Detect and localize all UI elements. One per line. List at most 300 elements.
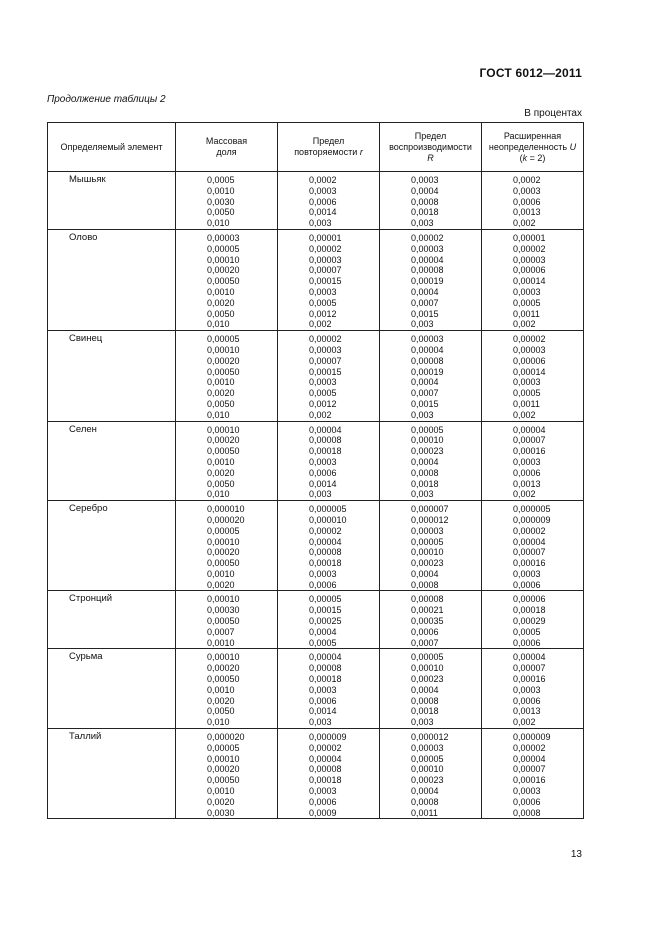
value: 0,00003	[411, 334, 444, 345]
value: 0,0020	[207, 467, 235, 478]
value: 0,000005	[309, 504, 347, 515]
value: 0,0002	[309, 175, 337, 185]
value: 0,0003	[513, 786, 541, 797]
value: 0,00005	[411, 753, 444, 764]
value: 0,00020	[207, 355, 240, 366]
value: 0,0003	[309, 185, 337, 196]
mass-fraction-cell	[176, 331, 278, 421]
value: 0,0006	[513, 796, 541, 807]
value: 0,00002	[513, 243, 546, 254]
value: 0,0010	[207, 684, 235, 695]
value: 0,00050	[207, 674, 240, 685]
value: 0,0003	[513, 286, 541, 297]
value: 0,00003	[513, 254, 546, 265]
element-name-cell	[48, 331, 176, 421]
value: 0,0015	[411, 308, 439, 319]
value: 0,0018	[411, 478, 439, 489]
element-name: Олово	[69, 231, 98, 243]
value: 0,00010	[411, 663, 444, 674]
column-header-line: (k = 2)	[519, 152, 546, 163]
value: 0,00004	[513, 652, 546, 663]
value: 0,0010	[207, 377, 235, 388]
value: 0,002	[513, 409, 536, 420]
value: 0,0006	[513, 579, 541, 590]
value: 0,000009	[513, 732, 551, 743]
table-row	[48, 591, 584, 649]
value: 0,00004	[309, 424, 342, 435]
value: 0,00003	[309, 254, 342, 265]
header-reproducibility	[380, 123, 482, 172]
element-name: Серебро	[69, 503, 108, 515]
value: 0,00020	[207, 265, 240, 276]
value: 0,0004	[309, 626, 337, 637]
value: 0,00035	[411, 616, 444, 627]
table-row	[48, 729, 584, 819]
value: 0,0004	[411, 456, 439, 467]
column-header-line: Предел	[312, 136, 345, 146]
value: 0,0010	[207, 185, 235, 196]
value: 0,00002	[309, 525, 342, 536]
value: 0,00010	[411, 547, 444, 558]
units-label: В процентах	[524, 108, 582, 119]
value: 0,0014	[309, 706, 337, 717]
value: 0,00020	[207, 435, 240, 446]
value: 0,0005	[513, 388, 541, 399]
value: 0,0003	[309, 684, 337, 695]
value: 0,00023	[411, 558, 444, 569]
value: 0,00004	[513, 753, 546, 764]
value: 0,00008	[411, 355, 444, 366]
value: 0,0030	[207, 196, 235, 207]
value: 0,0003	[411, 175, 439, 185]
value: 0,00002	[513, 742, 546, 753]
value: 0,0012	[309, 398, 337, 409]
value: 0,00010	[207, 424, 240, 435]
element-name-cell	[48, 591, 176, 649]
element-name-cell	[48, 501, 176, 591]
value: 0,0006	[513, 695, 541, 706]
value: 0,00050	[207, 558, 240, 569]
value: 0,0003	[513, 377, 541, 388]
value: 0,0006	[513, 196, 541, 207]
column-header-line: R	[427, 152, 434, 163]
element-name: Сурьма	[69, 651, 103, 663]
value: 0,002	[309, 409, 332, 420]
value: 0,0020	[207, 388, 235, 399]
value: 0,00007	[309, 355, 342, 366]
mass-fraction-cell	[176, 591, 278, 649]
value: 0,00006	[513, 594, 546, 605]
value: 0,00050	[207, 366, 240, 377]
value: 0,0005	[309, 297, 337, 308]
value: 0,0003	[513, 684, 541, 695]
value: 0,0014	[309, 478, 337, 489]
value: 0,0050	[207, 478, 235, 489]
value: 0,0005	[309, 388, 337, 399]
table-row	[48, 331, 584, 421]
value: 0,00020	[207, 663, 240, 674]
value: 0,00021	[411, 605, 444, 616]
table-body	[48, 172, 584, 819]
value: 0,0010	[207, 786, 235, 797]
value: 0,0010	[207, 568, 235, 579]
reproducibility-cell	[380, 649, 482, 729]
value: 0,00023	[411, 446, 444, 457]
value: 0,00003	[411, 525, 444, 536]
value: 0,0015	[411, 398, 439, 409]
value: 0,0020	[207, 579, 235, 590]
value: 0,0005	[309, 637, 337, 648]
value: 0,00008	[309, 547, 342, 558]
value: 0,002	[513, 218, 536, 229]
value: 0,00018	[309, 446, 342, 457]
element-name: Таллий	[69, 731, 102, 743]
reproducibility-cell	[380, 591, 482, 649]
value: 0,00019	[411, 276, 444, 287]
value: 0,00002	[309, 243, 342, 254]
reproducibility-cell	[380, 729, 482, 819]
value: 0,0007	[207, 626, 235, 637]
mass-fraction-cell	[176, 649, 278, 729]
value: 0,0008	[411, 196, 439, 207]
column-header-line: Расширенная	[503, 130, 562, 141]
value: 0,00005	[411, 652, 444, 663]
repeatability-cell	[278, 421, 380, 501]
value: 0,0006	[513, 637, 541, 648]
value: 0,00018	[309, 775, 342, 786]
value: 0,00018	[513, 605, 546, 616]
value: 0,0004	[411, 185, 439, 196]
column-header-line: неопределенность U	[488, 141, 577, 152]
header-mass-fraction	[176, 123, 278, 172]
value: 0,00010	[207, 254, 240, 265]
value: 0,0007	[411, 297, 439, 308]
value: 0,0005	[207, 175, 235, 185]
value: 0,0011	[513, 308, 540, 319]
value: 0,000010	[207, 504, 245, 515]
uncertainty-cell	[482, 331, 584, 421]
table-continuation-caption: Продолжение таблицы 2	[47, 94, 166, 105]
value: 0,00005	[411, 536, 444, 547]
value: 0,0003	[309, 456, 337, 467]
value: 0,002	[513, 717, 536, 728]
value: 0,00004	[513, 424, 546, 435]
value: 0,00019	[411, 366, 444, 377]
value: 0,0050	[207, 706, 235, 717]
value: 0,0013	[513, 706, 541, 717]
value: 0,0011	[411, 807, 438, 818]
table-row	[48, 172, 584, 230]
value: 0,00007	[513, 547, 546, 558]
value: 0,002	[513, 489, 536, 500]
value: 0,0006	[309, 196, 337, 207]
value: 0,00005	[207, 525, 240, 536]
value: 0,000010	[309, 514, 347, 525]
element-name-cell	[48, 649, 176, 729]
value: 0,00004	[309, 536, 342, 547]
value: 0,0050	[207, 207, 235, 218]
value: 0,0030	[207, 807, 235, 818]
value: 0,00016	[513, 558, 546, 569]
table-row	[48, 229, 584, 330]
value: 0,0008	[411, 695, 439, 706]
value: 0,0018	[411, 706, 439, 717]
value: 0,0004	[411, 286, 439, 297]
column-header-line: Определяемый элемент	[60, 141, 163, 152]
value: 0,00006	[513, 355, 546, 366]
page-number: 13	[570, 849, 582, 860]
value: 0,0050	[207, 308, 235, 319]
value: 0,0006	[309, 467, 337, 478]
value: 0,003	[309, 489, 332, 500]
repeatability-cell	[278, 729, 380, 819]
value: 0,003	[411, 489, 434, 500]
value: 0,010	[207, 489, 230, 500]
value: 0,00015	[309, 366, 342, 377]
repeatability-cell	[278, 501, 380, 591]
value: 0,00005	[309, 594, 342, 605]
value: 0,00010	[207, 536, 240, 547]
mass-fraction-cell	[176, 421, 278, 501]
table-row	[48, 649, 584, 729]
value: 0,002	[309, 319, 332, 330]
value: 0,000005	[513, 504, 551, 515]
value: 0,00025	[309, 616, 342, 627]
value: 0,00023	[411, 674, 444, 685]
value: 0,00005	[207, 334, 240, 345]
value: 0,00007	[513, 435, 546, 446]
value: 0,0003	[309, 377, 337, 388]
value: 0,0004	[411, 684, 439, 695]
value: 0,0004	[411, 786, 439, 797]
value: 0,00003	[513, 344, 546, 355]
value: 0,00014	[513, 366, 546, 377]
value: 0,000020	[207, 514, 245, 525]
value: 0,0005	[513, 297, 541, 308]
value: 0,00020	[207, 547, 240, 558]
value: 0,002	[513, 319, 536, 330]
value: 0,003	[411, 319, 434, 330]
value: 0,00004	[411, 254, 444, 265]
value: 0,00018	[309, 558, 342, 569]
value: 0,0006	[309, 695, 337, 706]
element-name: Свинец	[69, 333, 103, 345]
value: 0,010	[207, 409, 230, 420]
value: 0,0006	[309, 796, 337, 807]
repeatability-cell	[278, 331, 380, 421]
repeatability-cell	[278, 649, 380, 729]
value: 0,00023	[411, 775, 444, 786]
value: 0,00002	[411, 232, 444, 243]
value: 0,0020	[207, 695, 235, 706]
repeatability-cell	[278, 172, 380, 230]
value: 0,00010	[411, 764, 444, 775]
uncertainty-cell	[482, 229, 584, 330]
value: 0,0013	[513, 207, 541, 218]
value: 0,00003	[411, 742, 444, 753]
mass-fraction-cell	[176, 229, 278, 330]
value: 0,003	[411, 409, 434, 420]
value: 0,003	[411, 218, 434, 229]
element-name-cell	[48, 172, 176, 230]
value: 0,00001	[513, 232, 546, 243]
value: 0,0013	[513, 478, 541, 489]
reproducibility-cell	[380, 501, 482, 591]
header-uncertainty	[482, 123, 584, 172]
value: 0,00004	[309, 652, 342, 663]
mass-fraction-cell	[176, 729, 278, 819]
value: 0,00007	[513, 663, 546, 674]
value: 0,00006	[513, 265, 546, 276]
value: 0,003	[309, 717, 332, 728]
value: 0,00029	[513, 616, 546, 627]
standard-title: ГОСТ 6012—2011	[479, 66, 582, 80]
value: 0,00004	[411, 344, 444, 355]
value: 0,0006	[513, 467, 541, 478]
repeatability-cell	[278, 591, 380, 649]
value: 0,00002	[309, 334, 342, 345]
value: 0,00016	[513, 446, 546, 457]
value: 0,0014	[309, 207, 337, 218]
value: 0,00008	[309, 663, 342, 674]
value: 0,00016	[513, 674, 546, 685]
value: 0,010	[207, 319, 230, 330]
data-table	[47, 122, 584, 819]
element-name-cell	[48, 229, 176, 330]
value: 0,0008	[411, 467, 439, 478]
value: 0,0007	[411, 637, 439, 648]
value: 0,00018	[309, 674, 342, 685]
column-header-line: воспроизводимости	[389, 141, 472, 152]
value: 0,003	[309, 218, 332, 229]
value: 0,00010	[207, 594, 240, 605]
value: 0,00010	[411, 435, 444, 446]
value: 0,0050	[207, 398, 235, 409]
element-name: Селен	[69, 423, 97, 435]
element-name-cell	[48, 421, 176, 501]
value: 0,00007	[309, 265, 342, 276]
value: 0,010	[207, 717, 230, 728]
mass-fraction-cell	[176, 501, 278, 591]
value: 0,0008	[513, 807, 541, 818]
value: 0,00015	[309, 276, 342, 287]
value: 0,00008	[309, 435, 342, 446]
value: 0,0008	[411, 796, 439, 807]
value: 0,00002	[309, 742, 342, 753]
value: 0,0003	[309, 786, 337, 797]
value: 0,00004	[309, 753, 342, 764]
value: 0,00003	[309, 344, 342, 355]
value: 0,003	[411, 717, 434, 728]
value: 0,00015	[309, 605, 342, 616]
value: 0,0020	[207, 297, 235, 308]
uncertainty-cell	[482, 649, 584, 729]
value: 0,00004	[513, 536, 546, 547]
value: 0,00030	[207, 605, 240, 616]
value: 0,0003	[309, 286, 337, 297]
value: 0,0003	[513, 456, 541, 467]
value: 0,00010	[207, 753, 240, 764]
value: 0,00008	[411, 265, 444, 276]
reproducibility-cell	[380, 331, 482, 421]
value: 0,0005	[513, 626, 541, 637]
value: 0,00001	[309, 232, 342, 243]
column-header-line: Предел	[414, 130, 447, 141]
value: 0,0020	[207, 796, 235, 807]
uncertainty-cell	[482, 591, 584, 649]
value: 0,00002	[513, 334, 546, 345]
value: 0,00005	[207, 243, 240, 254]
column-header-line: повторяемости r	[294, 147, 363, 157]
value: 0,00050	[207, 775, 240, 786]
reproducibility-cell	[380, 229, 482, 330]
value: 0,000009	[309, 732, 347, 743]
value: 0,0009	[309, 807, 337, 818]
value: 0,0002	[513, 175, 541, 185]
repeatability-cell	[278, 229, 380, 330]
value: 0,00008	[309, 764, 342, 775]
value: 0,0004	[411, 377, 439, 388]
uncertainty-cell	[482, 421, 584, 501]
element-name-cell	[48, 729, 176, 819]
table-header	[48, 123, 584, 172]
value: 0,000009	[513, 514, 551, 525]
value: 0,0010	[207, 637, 235, 648]
value: 0,0003	[513, 568, 541, 579]
element-name: Стронций	[69, 593, 113, 605]
value: 0,000020	[207, 732, 245, 743]
value: 0,00008	[411, 594, 444, 605]
value: 0,00010	[207, 344, 240, 355]
value: 0,000012	[411, 732, 449, 743]
header-row	[48, 123, 584, 172]
value: 0,0011	[513, 398, 540, 409]
value: 0,0018	[411, 207, 439, 218]
uncertainty-cell	[482, 172, 584, 230]
value: 0,00050	[207, 616, 240, 627]
value: 0,00003	[411, 243, 444, 254]
column-header-line: Массовая	[205, 136, 248, 146]
value: 0,0006	[411, 626, 439, 637]
header-repeatability	[278, 123, 380, 172]
value: 0,0012	[309, 308, 337, 319]
value: 0,00003	[207, 232, 240, 243]
value: 0,00020	[207, 764, 240, 775]
value: 0,00002	[513, 525, 546, 536]
value: 0,00005	[207, 742, 240, 753]
value: 0,00050	[207, 446, 240, 457]
value: 0,00010	[207, 652, 240, 663]
value: 0,0010	[207, 286, 235, 297]
value: 0,0008	[411, 579, 439, 590]
value: 0,00014	[513, 276, 546, 287]
value: 0,0003	[309, 568, 337, 579]
column-header-line: доля	[216, 147, 237, 157]
value: 0,000012	[411, 514, 449, 525]
reproducibility-cell	[380, 421, 482, 501]
value: 0,00016	[513, 775, 546, 786]
table-row	[48, 501, 584, 591]
value: 0,000007	[411, 504, 449, 515]
value: 0,0004	[411, 568, 439, 579]
value: 0,00050	[207, 276, 240, 287]
reproducibility-cell	[380, 172, 482, 230]
value: 0,00005	[411, 424, 444, 435]
value: 0,0007	[411, 388, 439, 399]
mass-fraction-cell	[176, 172, 278, 230]
value: 0,00007	[513, 764, 546, 775]
uncertainty-cell	[482, 729, 584, 819]
